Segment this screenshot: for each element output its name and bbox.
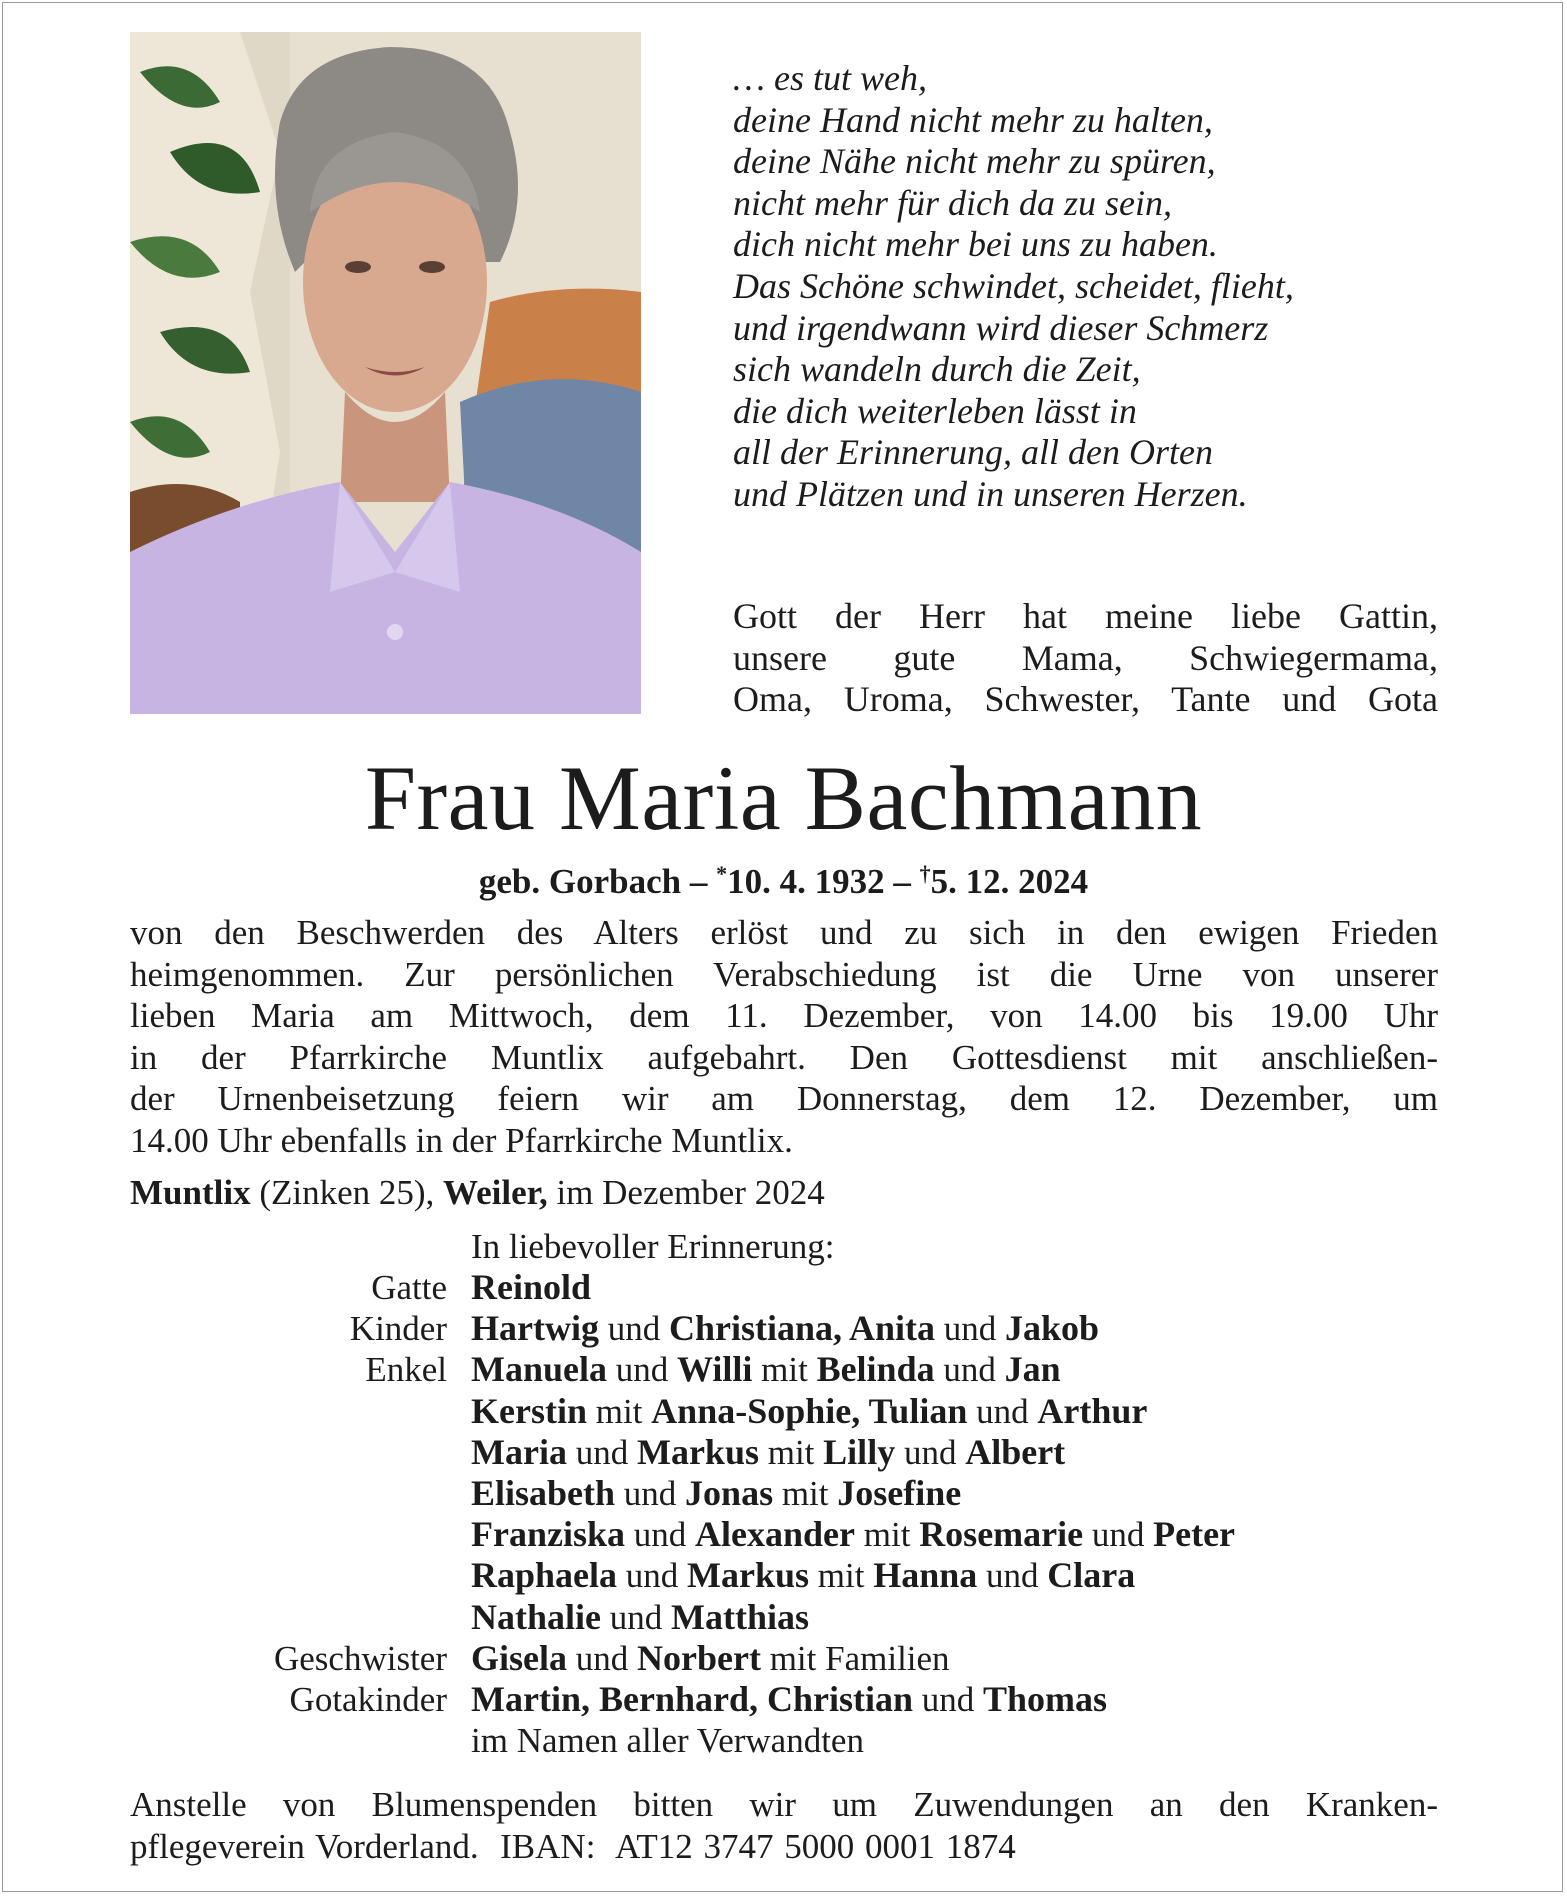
poem-line: … es tut weh, <box>733 58 927 98</box>
relatives-row <box>0 1391 1567 1432</box>
relative-name: Jan <box>1004 1349 1061 1390</box>
body-line: von den Beschwerden des Alters erlöst und zu sich in den ewigen Frieden <box>130 913 1438 952</box>
poem-line: und Plätzen und in unseren Herzen. <box>733 473 1248 514</box>
body-line: der Urnenbeisetzung feiern wir am Donnerstag, dem 12. Dezember, um <box>130 1079 1438 1118</box>
poem-line: die dich weiterleben lässt in <box>733 390 1137 431</box>
connector-text: und <box>625 1515 696 1555</box>
relatives-row <box>0 1720 1567 1761</box>
body-line: heimgenommen. Zur persönlichen Verabschiedung ist die Urne von unserer <box>130 954 1438 994</box>
relative-name: Clara <box>1047 1555 1136 1596</box>
relatives-row <box>0 1638 1567 1679</box>
relative-name: Norbert <box>637 1637 761 1678</box>
relative-name: Willi <box>677 1349 753 1390</box>
connector-text: und <box>601 1597 671 1637</box>
relative-names <box>471 1473 961 1514</box>
relative-names <box>471 1267 591 1308</box>
intro-line: Gott der Herr hat meine liebe Gattin, <box>733 596 1438 636</box>
death-date: 5. 12. 2024 <box>930 862 1089 901</box>
dash: – <box>689 862 708 901</box>
relative-name: Hanna <box>873 1555 978 1596</box>
connector-text: und <box>934 1350 1005 1390</box>
relation-label: Geschwister <box>273 1638 447 1678</box>
poem <box>733 58 1433 516</box>
place-and-date <box>130 1171 825 1215</box>
town-muntlix: Muntlix <box>130 1173 251 1212</box>
poem-line: deine Hand nicht mehr zu halten, <box>733 99 1213 140</box>
poem-line: all der Erinnerung, all den Orten <box>733 432 1213 473</box>
body-line: 14.00 Uhr ebenfalls in der Pfarrkirche Muntlix. <box>130 1120 793 1160</box>
birth-star-icon: * <box>716 861 728 886</box>
poem-line: und irgendwann wird dieser Schmerz <box>733 307 1269 348</box>
relatives-row <box>0 1514 1567 1555</box>
iban-label: IBAN: <box>500 1826 615 1866</box>
iban-number: AT12 3747 5000 0001 1874 <box>615 1826 1016 1866</box>
body-line: in der Pfarrkirche Muntlix aufgebahrt. Den Gottesdienst mit anschließen- <box>130 1037 1438 1077</box>
portrait-photo-icon <box>130 32 641 714</box>
relative-name: Martin, Bernhard, Christian <box>471 1678 914 1719</box>
relation-label: Gatte <box>371 1268 447 1307</box>
relative-names <box>471 1679 1107 1720</box>
relative-name: Raphaela <box>471 1555 618 1596</box>
relation-label: Enkel <box>365 1350 447 1390</box>
connector-text: und <box>967 1391 1038 1431</box>
announcement-body <box>130 912 1438 1161</box>
closing-line <box>130 1826 1438 1868</box>
relatives-row <box>0 1679 1567 1720</box>
connector-text: und <box>607 1350 678 1390</box>
relative-name: Christiana, Anita <box>668 1308 936 1349</box>
relative-name: Anna-Sophie, Tulian <box>651 1390 968 1431</box>
intro-text <box>733 596 1438 721</box>
poem-line: dich nicht mehr bei uns zu haben. <box>733 224 1218 265</box>
relative-name: Jakob <box>1005 1308 1100 1349</box>
relative-names <box>471 1597 809 1638</box>
relative-name: Alexander <box>695 1514 855 1555</box>
relatives-list <box>0 1267 1567 1761</box>
connector-text: mit <box>773 1473 838 1513</box>
intro-line: Oma, Uroma, Schwester, Tante und Gota <box>733 679 1438 720</box>
connector-text: und <box>977 1556 1048 1596</box>
relative-name: Kerstin <box>471 1390 587 1431</box>
relatives-row <box>0 1267 1567 1308</box>
town-weiler: Weiler, <box>443 1173 548 1212</box>
relative-name: Lilly <box>823 1431 896 1472</box>
connector-text: und <box>615 1473 686 1513</box>
birth-date: 10. 4. 1932 <box>727 862 885 901</box>
relative-name: Nathalie <box>471 1596 601 1637</box>
relative-names <box>471 1638 950 1679</box>
relative-name: Josefine <box>837 1472 962 1513</box>
poem-line: deine Nähe nicht mehr zu spüren, <box>733 141 1216 182</box>
relation-label: Kinder <box>349 1309 447 1349</box>
connector-text: und <box>1083 1515 1154 1555</box>
poem-line: Das Schöne schwindet, scheidet, flieht, <box>733 265 1294 306</box>
dash: – <box>893 862 911 901</box>
connector-text: und <box>935 1309 1006 1349</box>
relatives-intro: In liebevoller Erinnerung: <box>471 1227 835 1266</box>
poem-line: nicht mehr für dich da zu sein, <box>733 182 1172 223</box>
relative-name: Peter <box>1153 1514 1236 1555</box>
relatives-row <box>0 1349 1567 1390</box>
relative-name: Gisela <box>471 1637 567 1678</box>
maiden-name: geb. Gorbach <box>478 862 682 901</box>
relative-names <box>471 1555 1135 1596</box>
portrait-photo <box>130 32 641 714</box>
connector-text: mit <box>809 1556 874 1596</box>
relatives-row <box>0 1597 1567 1638</box>
connector-text: und <box>566 1432 637 1472</box>
life-dates <box>0 852 1567 904</box>
connector-text: und <box>567 1638 637 1678</box>
connector-text: mit <box>752 1350 817 1390</box>
relative-name: Hartwig <box>471 1308 599 1349</box>
relative-name: Elisabeth <box>471 1472 616 1513</box>
relative-names <box>471 1514 1235 1555</box>
relative-name: Arthur <box>1037 1390 1148 1431</box>
deceased-name: Frau Maria Bachmann <box>364 747 1203 849</box>
relatives-row <box>0 1432 1567 1473</box>
month-year: im Dezember 2024 <box>547 1173 825 1212</box>
body-line: lieben Maria am Mittwoch, dem 11. Dezember, von 14.00 bis 19.00 Uhr <box>130 996 1438 1035</box>
connector-text: mit <box>855 1515 920 1555</box>
death-cross-icon: † <box>919 861 931 886</box>
relatives-row <box>0 1308 1567 1349</box>
connector-text: mit Familien <box>760 1638 950 1678</box>
relative-name: Albert <box>965 1431 1066 1472</box>
connector-text: mit <box>758 1432 824 1472</box>
connector-text: und <box>598 1309 669 1349</box>
relative-name: Thomas <box>983 1678 1108 1719</box>
relative-name: Belinda <box>816 1349 935 1390</box>
closing-line: Anstelle von Blumenspenden bitten wir um Zuwendungen an den Kranken- <box>130 1785 1438 1824</box>
relative-name: Reinold <box>471 1267 592 1307</box>
relative-names <box>471 1349 1061 1390</box>
relative-name: Manuela <box>471 1349 608 1390</box>
relative-name: Rosemarie <box>919 1514 1084 1555</box>
connector-text: und <box>617 1556 688 1596</box>
relative-names <box>471 1720 864 1761</box>
address: (Zinken 25), <box>250 1173 444 1212</box>
relatives-row <box>0 1473 1567 1514</box>
relative-name: Maria <box>471 1431 567 1472</box>
relative-names <box>471 1308 1099 1349</box>
connector-text: und <box>913 1679 984 1719</box>
closing-text: pflegeverein Vorderland. <box>130 1826 501 1866</box>
intro-line: unsere gute Mama, Schwiegermama, <box>733 637 1438 678</box>
relative-name: Markus <box>636 1431 759 1472</box>
relation-label: Gotakinder <box>289 1679 447 1719</box>
relative-name: Franziska <box>471 1514 626 1555</box>
connector-text: mit <box>586 1391 652 1431</box>
relative-name: Matthias <box>671 1596 809 1637</box>
closing-note <box>130 1784 1438 1867</box>
relatives-row <box>0 1555 1567 1596</box>
relative-names <box>471 1391 1147 1432</box>
connector-text: und <box>895 1432 966 1472</box>
poem-line: sich wandeln durch die Zeit, <box>733 349 1141 390</box>
relative-name: Markus <box>687 1555 810 1596</box>
relative-names <box>471 1432 1065 1473</box>
connector-text: im Namen aller Verwandten <box>471 1721 864 1761</box>
relative-name: Jonas <box>685 1472 774 1513</box>
